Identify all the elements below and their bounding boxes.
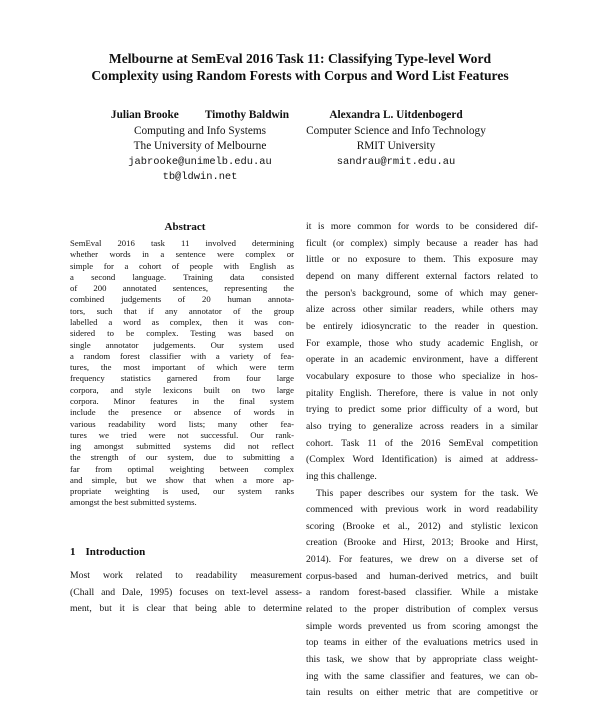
- abstract-line: corpora. Minor features in the final system: [70, 395, 294, 406]
- body-line: top teams in either of the evaluations metrics used in: [306, 637, 538, 649]
- section-number: 1: [70, 546, 76, 558]
- section-title: Introduction: [85, 546, 146, 558]
- body-line: ing with the same classifier and features, we can ob-: [306, 670, 538, 682]
- right-column-body: [306, 219, 538, 702]
- body-line: also trying to generalize across readers in a similar: [306, 420, 538, 432]
- body-line: ment, but it is clear that being able to determine: [70, 603, 302, 615]
- body-line: (Complex Word Identification) is aimed at address-: [306, 454, 538, 466]
- author-email: sandrau@rmit.edu.au: [336, 155, 456, 168]
- abstract-line: sidered to be complex. Testing was based on: [70, 328, 294, 339]
- paper-title: [40, 50, 560, 84]
- body-line: 2014). For features, we drew on a diverse set of: [306, 554, 538, 566]
- author-institution: The University of Melbourne: [133, 140, 267, 153]
- author-block-left: [100, 108, 300, 186]
- abstract-line: a second language. Training data consisted: [70, 271, 294, 282]
- title-line: Complexity using Random Forests with Corpus and Word List Features: [91, 68, 509, 83]
- abstract-line: tors, such that if any annotator of the group: [70, 305, 294, 316]
- body-line: simple words prevented us from scoring amongst the: [306, 620, 538, 632]
- author-email: jabrooke@unimelb.edu.au: [128, 155, 272, 168]
- body-line: ing this challenge.: [306, 470, 377, 482]
- abstract-line: tures, the most important of which were term: [70, 362, 294, 373]
- author-block-right: [292, 108, 500, 170]
- body-line: commenced with previous work in word readability: [306, 504, 538, 516]
- body-line: be entirely idiosyncratic to the reader in question.: [306, 320, 538, 332]
- abstract-line: a random forest classifier with a variety of fea-: [70, 350, 294, 361]
- body-line: cohort. Task 11 of the 2016 SemEval competition: [306, 437, 538, 449]
- abstract-line: tures we tried were not successful. Our rank-: [70, 429, 294, 440]
- body-line: it is more common for words to be considered dif-: [306, 221, 538, 232]
- abstract-line: include the presence or absence of words in: [70, 407, 294, 418]
- body-line: Most work related to readability measurement: [70, 570, 302, 581]
- abstract-line: ing amongst submitted systems did not reflect: [70, 441, 294, 452]
- abstract-line: and simple, but we show that when a more ap-: [70, 474, 294, 485]
- abstract-line: the strength of our system, due to submitting a: [70, 452, 294, 463]
- author-institution: RMIT University: [356, 140, 436, 153]
- body-line: the person's background, some of which may gener-: [306, 287, 538, 299]
- body-line: corpus-based and human-derived metrics, and built: [306, 570, 538, 582]
- author-email: tb@ldwin.net: [162, 171, 238, 184]
- body-line: tain results on either metric that are competitive or: [306, 687, 538, 699]
- body-line: (Chall and Dale, 1995) focuses on text-level assess-: [70, 586, 302, 598]
- abstract-line: SemEval 2016 task 11 involved determining: [70, 238, 294, 248]
- body-line: vocabulary exposure to those who specialize in hos-: [306, 370, 538, 382]
- abstract-line: simple for a cohort of people with English as: [70, 260, 294, 271]
- abstract-line: propriate weighting is used, our system ranks: [70, 486, 294, 497]
- body-line: creation (Brooke and Hirst, 2013; Brooke and Hirst,: [306, 537, 538, 549]
- body-line: a random forest-based classifier. While a mistake: [306, 587, 538, 599]
- abstract-line: of 200 annotated sentences, representing the: [70, 283, 294, 294]
- abstract-line: whether words in a sentence were complex or: [70, 249, 294, 260]
- abstract-body: [70, 238, 294, 509]
- body-line: depend on many different external factors related to: [306, 270, 538, 282]
- abstract-heading: Abstract: [164, 221, 206, 233]
- author-department: Computing and Info Systems: [133, 124, 267, 137]
- abstract-line: amongst the best submitted systems.: [70, 497, 197, 508]
- body-line: For example, those who study academic English, or: [306, 337, 538, 349]
- section-heading: [70, 546, 300, 558]
- body-line: trying to predict some prior difficulty of a word, but: [306, 404, 538, 416]
- body-line: pitality English. Therefore, there is value in not only: [306, 387, 538, 399]
- abstract-line: single annotator judgements. Our system used: [70, 339, 294, 350]
- author-name: Timothy Baldwin: [204, 109, 290, 121]
- body-line: this task, we show that by appropriate class weight-: [306, 654, 538, 666]
- body-line: alize across other similar readers, while others may: [306, 304, 538, 316]
- abstract-line: frequency statistics garnered from four large: [70, 373, 294, 384]
- author-names: [100, 108, 300, 124]
- introduction-body: [70, 568, 302, 618]
- abstract-line: far from optimal weighting between complex: [70, 463, 294, 474]
- author-name: Alexandra L. Uitdenbogerd: [329, 109, 463, 121]
- body-line: related to the proper distribution of complex versus: [306, 604, 538, 616]
- abstract-line: labelled a word as complex, then it was con-: [70, 316, 294, 327]
- author-department: Computer Science and Info Technology: [306, 124, 486, 137]
- abstract-line: combined judgements of 20 human annota-: [70, 294, 294, 305]
- body-line: operate in an academic environment, have a different: [306, 354, 538, 366]
- body-line: little or no exposure to them. This exposure may: [306, 254, 538, 266]
- body-line: ficult (or complex) simply because a reader has had: [306, 237, 538, 249]
- title-line: Melbourne at SemEval 2016 Task 11: Classifying Type-level Word: [108, 51, 492, 66]
- abstract-line: corpora, and style lexicons built on two large: [70, 384, 294, 395]
- body-line: scoring (Brooke et al., 2012) and stylistic lexicon: [306, 520, 538, 532]
- abstract-line: various readability word lists; many other fea-: [70, 418, 294, 429]
- body-line: This paper describes our system for the task. We: [316, 487, 538, 499]
- author-name: Julian Brooke: [110, 109, 179, 121]
